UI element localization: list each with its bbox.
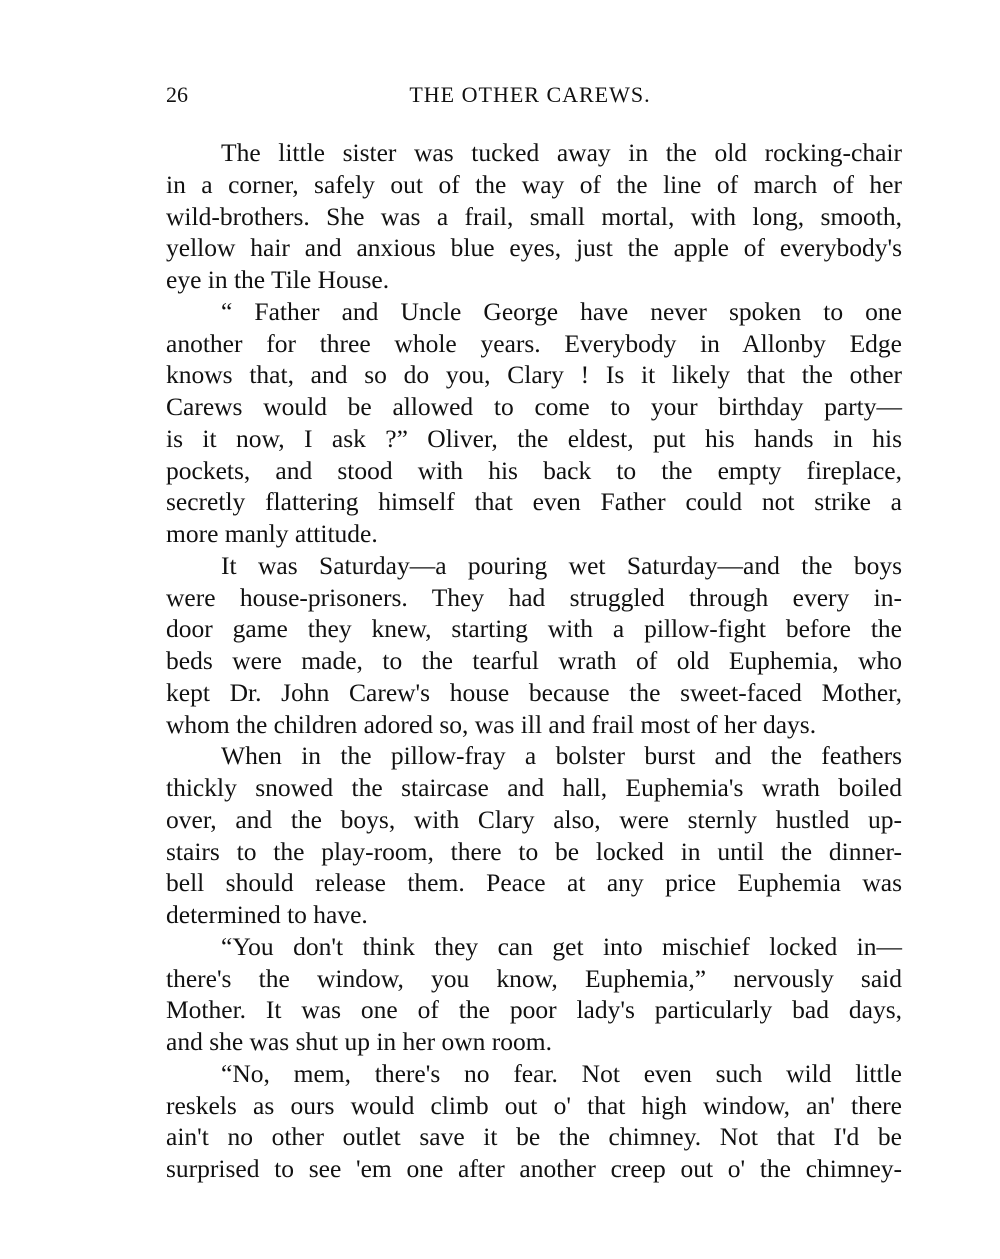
text-line: yellow hair and anxious blue eyes, just the apple of everybody's (166, 233, 902, 263)
text-line: bell should release them. Peace at any price Euphemia was (166, 868, 902, 898)
text-line: over, and the boys, with Clary also, were sternly hustled up- (166, 804, 902, 834)
text-line: and she was shut up in her own room. (166, 1027, 552, 1056)
paragraph (166, 931, 902, 1058)
text-line: It was Saturday—a pouring wet Saturday—and the boys (221, 550, 902, 580)
paragraph (166, 550, 902, 741)
text-line: door game they knew, starting with a pillow-fight before the (166, 614, 902, 644)
text-line: is it now, I ask ?” Oliver, the eldest, put his hands in his (166, 423, 902, 453)
paragraph (166, 740, 902, 931)
text-line: thickly snowed the staircase and hall, Euphemia's wrath boiled (166, 773, 902, 802)
text-line: determined to have. (166, 900, 368, 929)
text-line: knows that, and so do you, Clary ! Is it likely that the other (166, 360, 902, 390)
text-line: The little sister was tucked away in the old rocking-chair (221, 138, 902, 167)
text-line: another for three whole years. Everybody in Allonby Edge (166, 328, 902, 358)
text-line: ain't no other outlet save it be the chimney. Not that I'd be (166, 1122, 902, 1152)
text-line: Carews would be allowed to come to your birthday party— (166, 392, 902, 421)
text-line: secretly flattering himself that even Father could not strike a (166, 487, 902, 517)
text-line: whom the children adored so, was ill and frail most of her days. (166, 709, 817, 739)
text-line: pockets, and stood with his back to the empty fireplace, (166, 455, 902, 485)
paragraph (166, 1058, 902, 1185)
running-title: THE OTHER CAREWS. (409, 82, 651, 107)
text-line: “No, mem, there's no fear. Not even such wild little (221, 1058, 902, 1088)
text-line: were house-prisoners. They had struggled through every in- (166, 582, 902, 612)
text-line: kept Dr. John Carew's house because the sweet-faced Mother, (166, 677, 902, 707)
page-number: 26 (166, 82, 188, 107)
text-line: Mother. It was one of the poor lady's particularly bad days, (166, 995, 902, 1025)
text-line: more manly attitude. (166, 519, 378, 548)
text-line: stairs to the play-room, there to be locked in until the dinner- (166, 836, 902, 866)
text-line: When in the pillow-fray a bolster burst and the feathers (221, 741, 902, 771)
paragraph (166, 296, 902, 550)
text-line: surprised to see 'em one after another creep out o' the chimney- (166, 1154, 902, 1183)
page-body (166, 137, 902, 1185)
text-line: in a corner, safely out of the way of the line of march of her (166, 169, 902, 199)
text-line: reskels as ours would climb out o' that high window, an' there (166, 1090, 902, 1120)
text-line: there's the window, you know, Euphemia,” nervously said (166, 963, 902, 993)
text-line: beds were made, to the tearful wrath of old Euphemia, who (166, 646, 902, 675)
paragraph (166, 137, 902, 296)
text-line: eye in the Tile House. (166, 265, 390, 294)
text-line: wild-brothers. She was a frail, small mortal, with long, smooth, (166, 201, 902, 231)
text-line: “You don't think they can get into mischief locked in— (221, 931, 902, 961)
text-line: “ Father and Uncle George have never spoken to one (221, 296, 902, 326)
